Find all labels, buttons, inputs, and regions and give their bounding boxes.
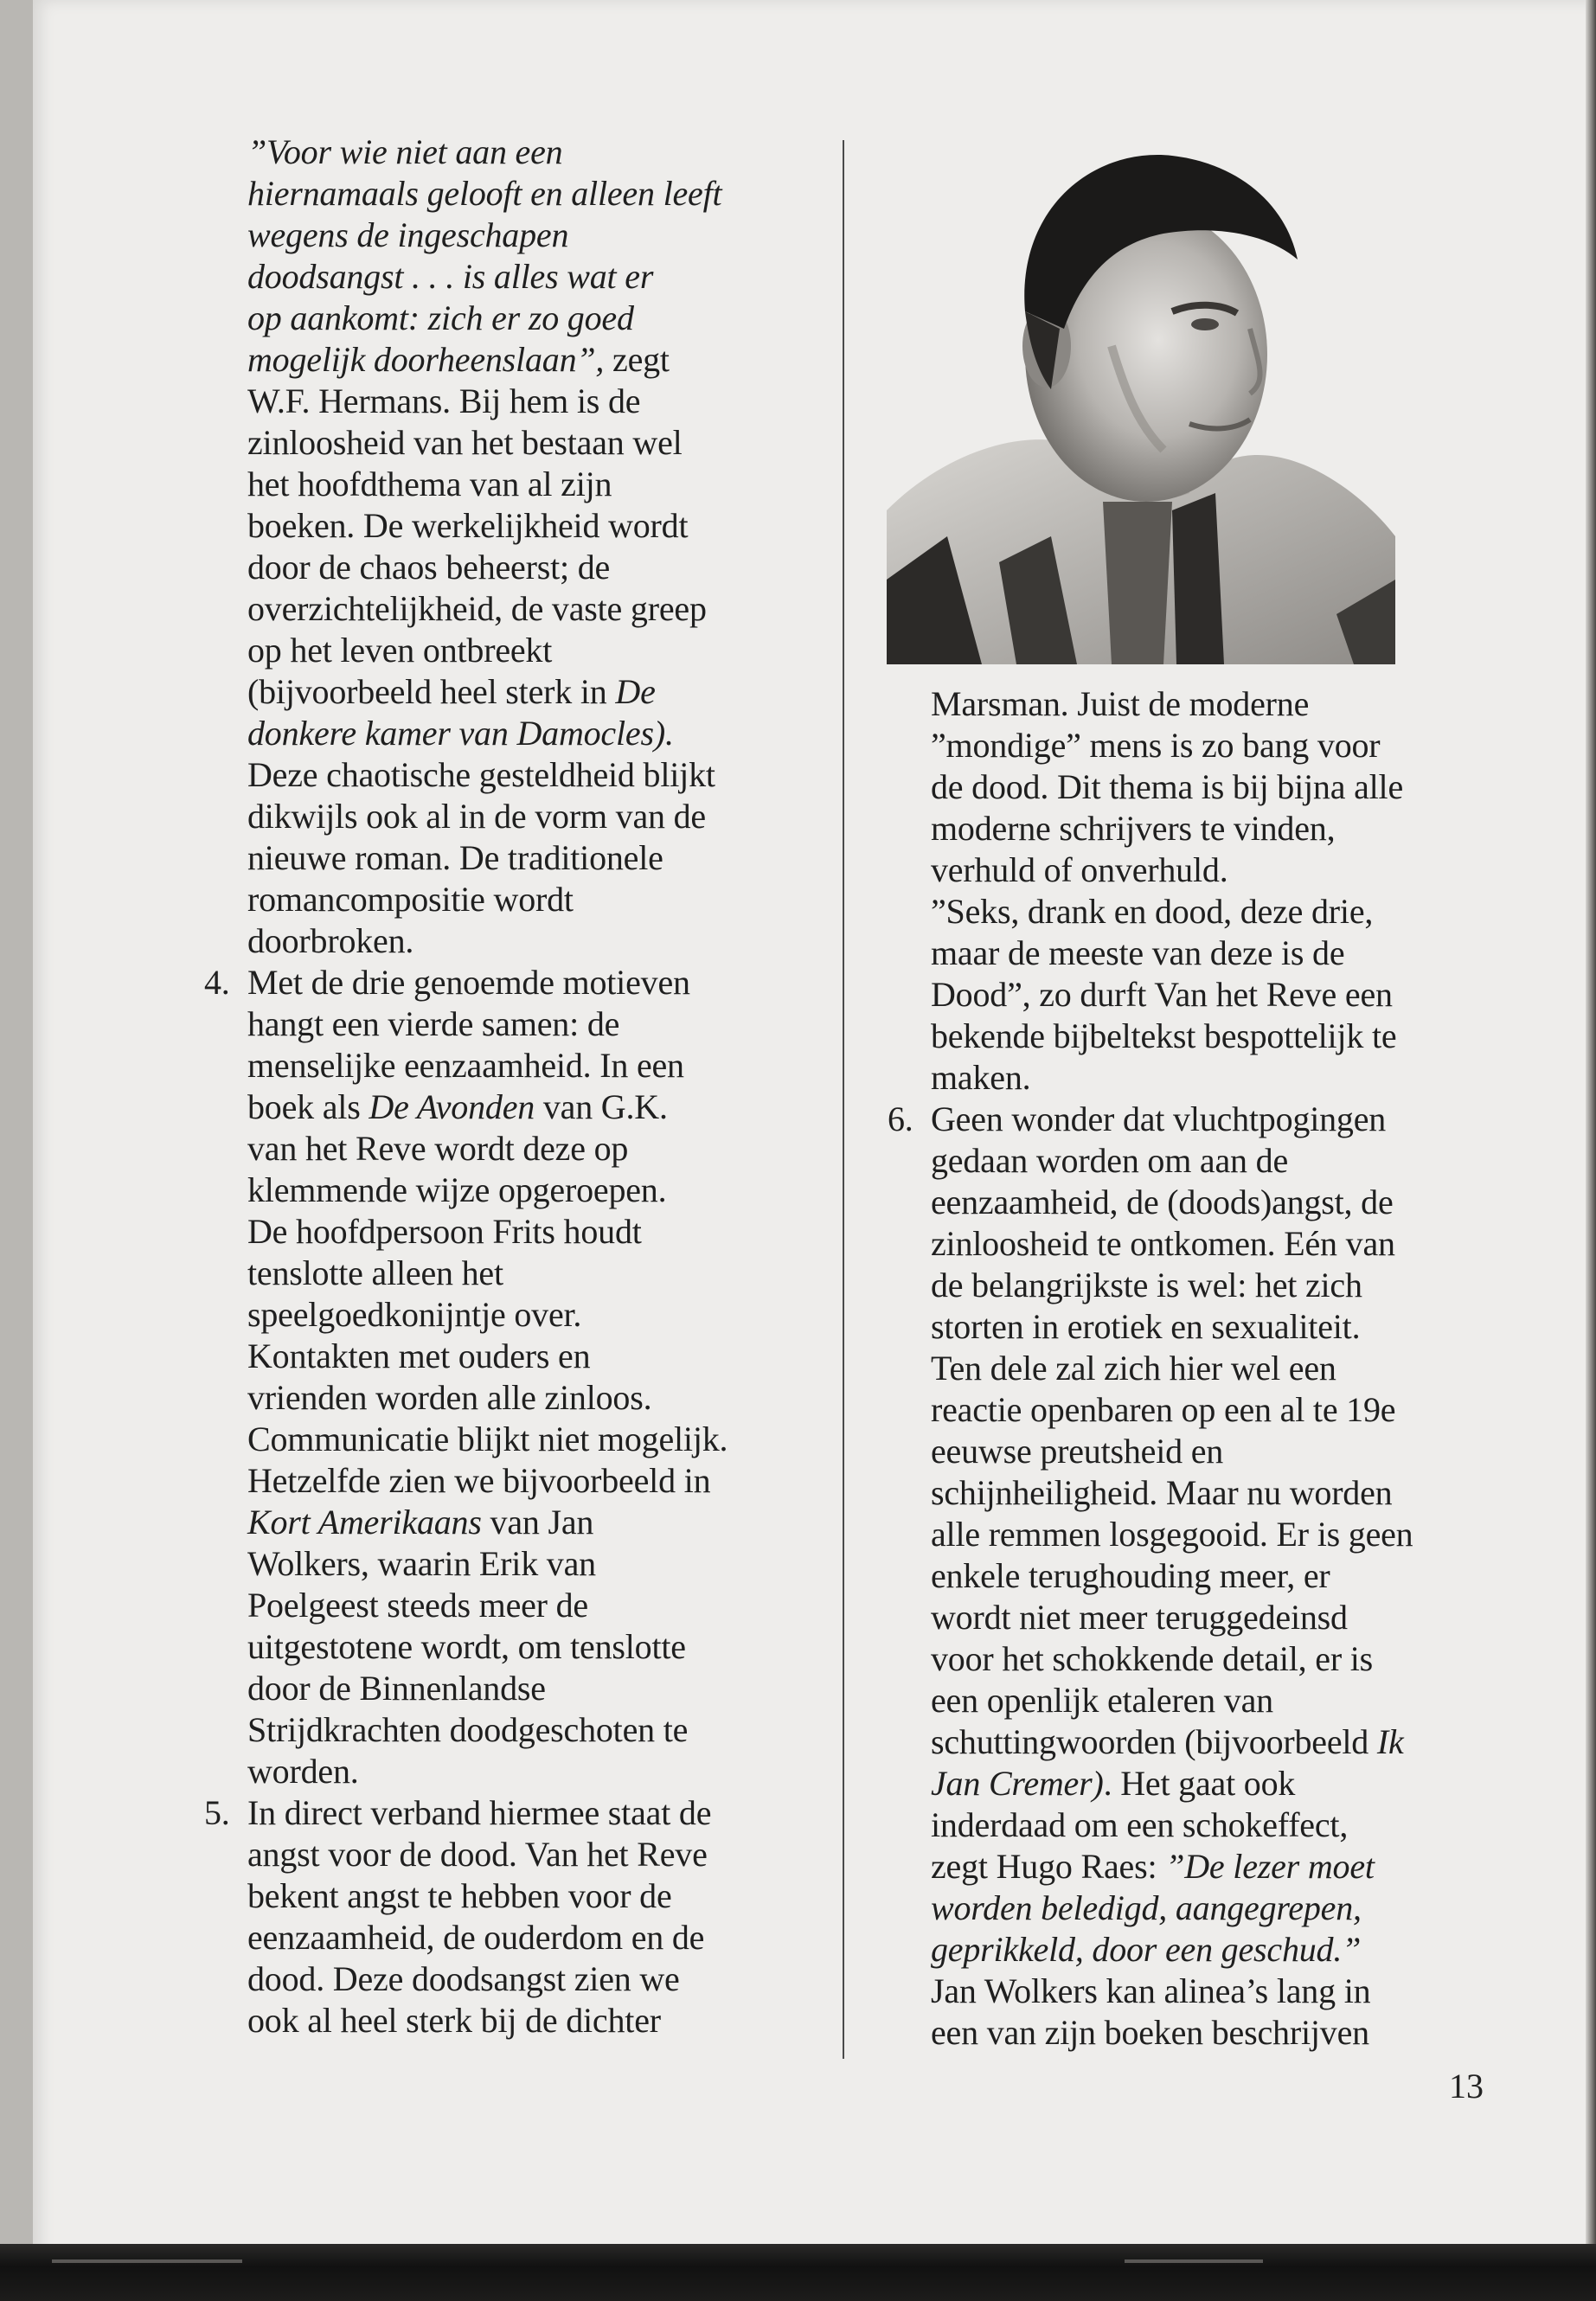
text-line: Hetzelfde zien we bijvoorbeeld in	[247, 1461, 711, 1500]
text-line: romancompositie wordt	[247, 880, 574, 919]
list-item-4	[204, 962, 818, 1792]
list-item-5	[204, 1792, 818, 2041]
quote-line: hiernamaals gelooft en alleen leeft	[247, 174, 722, 213]
book-title: De	[615, 672, 656, 711]
quote-line: wegens de ingeschapen	[247, 215, 569, 254]
text-line: Met de drie genoemde motieven	[247, 963, 690, 1002]
text-line: ”Seks, drank en dood, deze drie,	[931, 892, 1374, 931]
text-line: Dood”, zo durft Van het Reve een	[931, 975, 1393, 1014]
text-line: dood. Deze doodsangst zien we	[247, 1959, 680, 1998]
text-line	[247, 1502, 818, 1543]
text-line: bekende bijbeltekst bespottelijk te	[931, 1016, 1397, 1055]
text-run: van G.K.	[535, 1087, 668, 1126]
text-line: dikwijls ook al in de vorm van de	[247, 797, 706, 836]
text-line: Geen wonder dat vluchtpogingen	[931, 1099, 1387, 1138]
text-line: W.F. Hermans. Bij hem is de	[247, 381, 641, 420]
text-line: klemmende wijze opgeroepen.	[247, 1170, 667, 1209]
text-line: vrienden worden alle zinloos.	[247, 1378, 652, 1417]
text-line: menselijke eenzaamheid. In een	[247, 1046, 684, 1085]
text-line: reactie openbaren op een al te 19e	[931, 1390, 1396, 1429]
text-line: moderne schrijvers te vinden,	[931, 809, 1336, 848]
text-line: tenslotte alleen het	[247, 1253, 503, 1292]
text-line: Kontakten met ouders en	[247, 1336, 591, 1375]
quote-line: geprikkeld, door een geschud.”	[931, 1930, 1362, 1969]
italic-run: Jan Cremer)	[931, 1764, 1104, 1803]
quote-line: op aankomt: zich er zo goed	[247, 298, 634, 337]
text-line: alle remmen losgegooid. Er is geen	[931, 1515, 1413, 1554]
text-line: speelgoedkonijntje over.	[247, 1295, 582, 1334]
text-line: boeken. De werkelijkheid wordt	[247, 506, 689, 545]
text-line: verhuld of onverhuld.	[931, 850, 1228, 889]
italic-run: Ik	[1376, 1722, 1404, 1761]
scan-artifact	[52, 2259, 242, 2263]
text-line	[931, 1846, 1484, 1888]
book-page	[33, 0, 1596, 2301]
list-item-6	[888, 1099, 1484, 2054]
text-run: boek als	[247, 1087, 369, 1126]
text-line: Communicatie blijkt niet mogelijk.	[247, 1420, 728, 1458]
text-line	[931, 1763, 1484, 1804]
intro-paragraph	[247, 131, 818, 962]
scan-bottom-border	[0, 2244, 1596, 2301]
text-line: Wolkers, waarin Erik van	[247, 1544, 596, 1583]
column-divider	[843, 140, 844, 2059]
text-line: enkele terughouding meer, er	[931, 1556, 1330, 1595]
text-run: . Het gaat ook	[1103, 1764, 1296, 1803]
text-run: schuttingwoorden (bijvoorbeeld	[931, 1722, 1377, 1761]
text-line: het hoofdthema van al zijn	[247, 465, 612, 503]
text-line: angst voor de dood. Van het Reve	[247, 1835, 708, 1874]
text-line: zinloosheid te ontkomen. Eén van	[931, 1224, 1395, 1263]
text-line: In direct verband hiermee staat de	[247, 1793, 712, 1832]
text-line: zegt	[604, 340, 670, 379]
text-line: op het leven ontbreekt	[247, 631, 553, 670]
continued-paragraph	[931, 683, 1484, 1099]
text-line: een openlijk etaleren van	[931, 1681, 1273, 1720]
text-line: van het Reve wordt deze op	[247, 1129, 629, 1168]
text-line: eenzaamheid, de ouderdom en de	[247, 1918, 705, 1957]
quote-line: ”Voor wie niet aan een	[247, 132, 563, 171]
text-line: een van zijn boeken beschrijven	[931, 2013, 1369, 2052]
text-line: eeuwse preutsheid en	[931, 1432, 1224, 1471]
text-line: voor het schokkende detail, er is	[931, 1639, 1374, 1678]
text-line: ”mondige” mens is zo bang voor	[931, 726, 1381, 765]
italic-run: Kort Amerikaans	[247, 1503, 482, 1541]
text-line: maar de meeste van deze is de	[931, 933, 1345, 972]
right-column	[888, 683, 1484, 2054]
text-line: hangt een vierde samen: de	[247, 1004, 620, 1043]
text-line: De hoofdpersoon Frits houdt	[247, 1212, 642, 1251]
text-line: wordt niet meer teruggedeinsd	[931, 1598, 1348, 1637]
text-line: (bijvoorbeeld heel sterk in	[247, 672, 616, 711]
left-column	[204, 131, 818, 2041]
text-line: doorbroken.	[247, 921, 414, 960]
text-line: maken.	[931, 1058, 1031, 1097]
text-line: ook al heel sterk bij de dichter	[247, 2001, 661, 2040]
quote-line: worden beledigd, aangegrepen,	[931, 1888, 1362, 1927]
text-line: Deze chaotische gesteldheid blijkt	[247, 755, 715, 794]
page-number: 13	[1449, 2067, 1484, 2106]
text-line: schijnheiligheid. Maar nu worden	[931, 1473, 1393, 1512]
text-line: Strijdkrachten doodgeschoten te	[247, 1710, 689, 1749]
text-line: eenzaamheid, de (doods)angst, de	[931, 1183, 1394, 1221]
page-edge-shadow	[1586, 0, 1596, 2301]
text-line: uitgestotene wordt, om tenslotte	[247, 1627, 686, 1666]
author-portrait-photo	[887, 130, 1395, 664]
text-line: inderdaad om een schokeffect,	[931, 1805, 1349, 1844]
list-number: 4.	[204, 963, 230, 1002]
italic-run: ”De lezer moet	[1165, 1847, 1375, 1886]
text-line: overzichtelijkheid, de vaste greep	[247, 589, 707, 628]
text-line	[931, 1721, 1484, 1763]
text-line: storten in erotiek en sexualiteit.	[931, 1307, 1361, 1346]
text-run: zegt Hugo Raes:	[931, 1847, 1166, 1886]
text-line: de dood. Dit thema is bij bijna alle	[931, 767, 1404, 806]
text-line: Ten dele zal zich hier wel een	[931, 1349, 1336, 1388]
text-line: Poelgeest steeds meer de	[247, 1586, 588, 1625]
text-run: van Jan	[481, 1503, 594, 1541]
text-line: gedaan worden om aan de	[931, 1141, 1288, 1180]
text-line: zinloosheid van het bestaan wel	[247, 423, 683, 462]
quote-line: doodsangst . . . is alles wat er	[247, 257, 654, 296]
list-number: 5.	[204, 1793, 230, 1832]
portrait-image	[887, 130, 1395, 664]
text-line: nieuwe roman. De traditionele	[247, 838, 663, 877]
scan-artifact	[1125, 2259, 1263, 2263]
text-line: bekent angst te hebben voor de	[247, 1876, 672, 1915]
text-line: door de Binnenlandse	[247, 1669, 546, 1708]
text-line	[247, 1086, 818, 1128]
quote-line: mogelijk doorheenslaan”,	[247, 340, 605, 379]
text-line: Jan Wolkers kan alinea’s lang in	[931, 1971, 1371, 2010]
text-line: worden.	[247, 1752, 359, 1791]
text-line: de belangrijkste is wel: het zich	[931, 1266, 1362, 1304]
list-number: 6.	[888, 1099, 913, 1138]
text-line: Marsman. Juist de moderne	[931, 684, 1310, 723]
text-line: door de chaos beheerst; de	[247, 548, 611, 586]
book-title: donkere kamer van Damocles).	[247, 714, 674, 753]
italic-run: De Avonden	[369, 1087, 535, 1126]
